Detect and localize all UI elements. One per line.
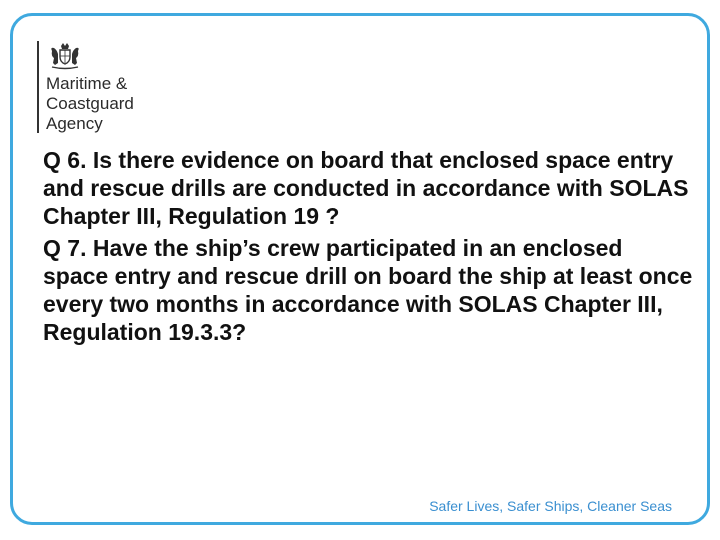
agency-name-line-2: Coastguard <box>46 94 134 113</box>
logo-divider <box>37 41 39 133</box>
agency-name <box>46 74 134 134</box>
footer-tagline: Safer Lives, Safer Ships, Cleaner Seas <box>429 498 672 514</box>
royal-coat-of-arms-icon <box>47 43 83 71</box>
mca-logo <box>37 41 157 135</box>
question-6: Q 6. Is there evidence on board that enclosed space entry and rescue drills are conducted in accordance with SOLAS Chapter III, Regulation 19 ? <box>43 147 689 229</box>
agency-name-line-3: Agency <box>46 114 103 133</box>
agency-name-line-1: Maritime & <box>46 74 128 93</box>
question-7: Q 7. Have the ship’s crew participated in an enclosed space entry and rescue drill on board the ship at least once every two months in accordance with SOLAS Chapter III, Regulation 19.3.3? <box>43 235 693 345</box>
questions-body <box>43 146 693 350</box>
